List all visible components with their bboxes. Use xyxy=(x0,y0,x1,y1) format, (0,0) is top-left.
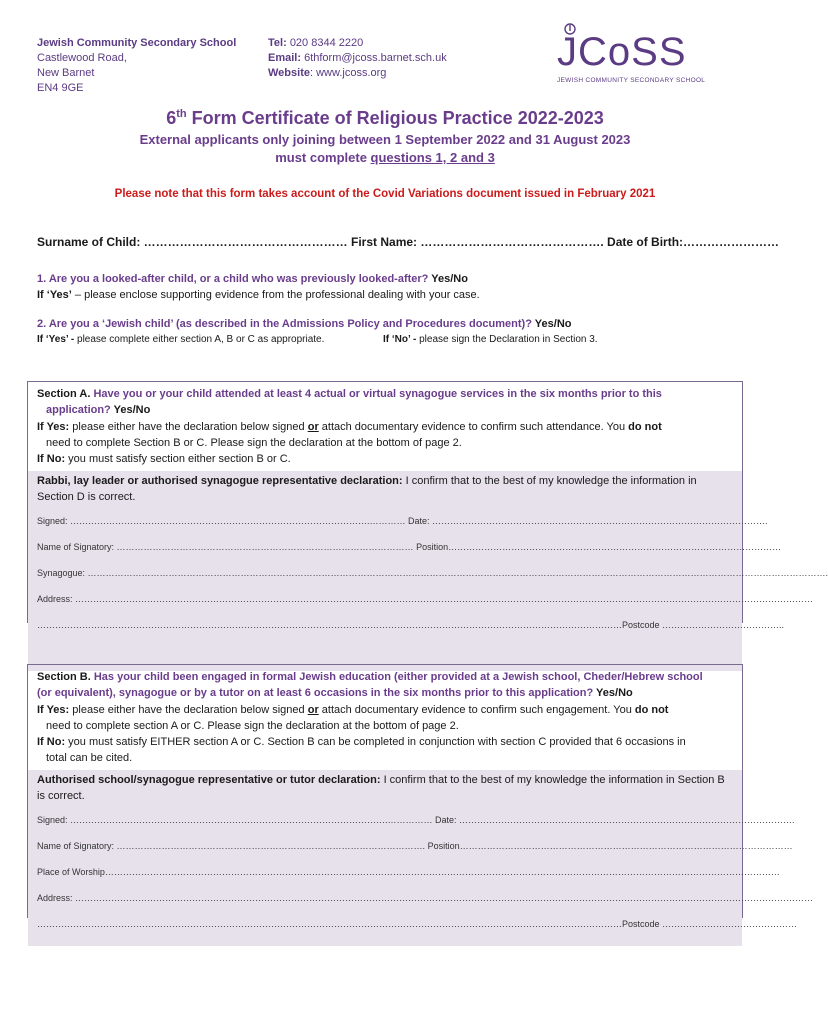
section-b-date-field[interactable]: Date: …………………………………………………………………………………………………. xyxy=(435,815,795,825)
logo-wordmark: JCoSS xyxy=(557,30,687,74)
question-2 xyxy=(37,318,571,330)
section-a-label: Section A. xyxy=(37,388,91,400)
school-name: Jewish Community Secondary School xyxy=(37,37,237,49)
surname-field[interactable]: Surname of Child: …………………………………………… xyxy=(37,235,348,249)
subtitle-line-1: External applicants only joining between 1 September 2022 and 31 August 2023 xyxy=(139,132,631,147)
section-b-yes-instruction: need to complete section A or C. Please sign the declaration at the bottom of page 2. xyxy=(46,720,459,732)
school-contact-block xyxy=(268,36,447,81)
section-b-address-line-2[interactable]: …………………………………………………………………………………………………………………………………………………………………………… xyxy=(37,919,622,929)
section-b-signatory-field[interactable]: Name of Signatory: …………………………………………………………………………………………. xyxy=(37,841,426,851)
tel-value: 020 8344 2220 xyxy=(289,37,364,49)
address-line-1: Castlewood Road, xyxy=(37,52,127,64)
question-2-yes-no[interactable]: Yes/No xyxy=(531,318,572,330)
section-b-place-field[interactable]: Place of Worship……………………………………………………………………………………………………………………………………………………………………………………………………… xyxy=(37,867,780,877)
section-a-signatory-field[interactable]: Name of Signatory: ……………………………………………………………………………………… xyxy=(37,542,414,552)
question-2-no-detail: If ‘No’ - please sign the Declaration in Section 3. xyxy=(383,334,598,345)
question-1 xyxy=(37,273,468,285)
section-a-declaration: Rabbi, lay leader or authorised synagogue representative declaration: I confirm that to the best of my knowledge the information in Section D is correct. Signed: ……………………………………………………………………………………….………… Date: …………………………………………………………………………………………………. Name of Signatory: ……………………………………………………………………………………… Position………………………………………………………………………………………………… Synagogue: …………………………………………………………………………………………………………………………………………………………………………………………………………………………. Address: ………………………………………………………………………………………………………………………………………………………………………………………………………………………… ……………………………………………………………………………………………………………………………………………………………………………Postcode ………………………………….. xyxy=(28,471,742,671)
website-link[interactable]: : www.jcoss.org xyxy=(309,67,387,79)
question-1-yes-no[interactable]: Yes/No xyxy=(428,273,468,285)
section-a-yes-no[interactable]: Yes/No xyxy=(110,404,151,416)
dob-field[interactable]: Date of Birth:…………………… xyxy=(607,235,780,249)
section-b-label: Section B. xyxy=(37,671,91,683)
website-label: Website xyxy=(268,67,310,79)
section-a-signed-field[interactable]: Signed: ……………………………………………………………………………………….………… xyxy=(37,516,406,526)
address-line-2: New Barnet xyxy=(37,67,95,79)
covid-note: Please note that this form takes account of the Covid Variations document issued in February 2021 xyxy=(114,188,656,200)
section-b-yes-no[interactable]: Yes/No xyxy=(593,687,633,699)
section-b-signed-field[interactable]: Signed: …………………………………………………………………………………………….…………… xyxy=(37,815,433,825)
section-b-declaration: Authorised school/synagogue representative or tutor declaration: I confirm that to the best of my knowledge the information in Section B is correct. Signed: …………………………………………………………………………………………….…………… Date: …………………………………………………………………………………………………. Name of Signatory: …………………………………………………………………………………………. Position………………………………………………………………………………………………… Place of Worship……………………………………………………………………………………………………………………………………………………………………………………………………… Address: ………………………………………………………………………………………………………………………………………………………………………………………………………………………… ……………………………………………………………………………………………………………………………………………………………………………Postcode ……………………………………… xyxy=(28,770,742,946)
child-names-row xyxy=(37,235,780,249)
section-a-address-line-2[interactable]: …………………………………………………………………………………………………………………………………………………………………………… xyxy=(37,620,622,630)
logo-subtitle: JEWISH COMMUNITY SECONDARY SCHOOL xyxy=(557,77,706,84)
section-b-address-field[interactable]: Address: ………………………………………………………………………………………………………………………………………………………………………………………………………………………… xyxy=(37,893,814,903)
section-a-yes-instruction: need to complete Section B or C. Please sign the declaration at the bottom of page 2. xyxy=(46,437,462,449)
section-b-no-instruction: you must satisfy EITHER section A or C. Section B can be completed in conjunction with section C provided that 6 occasions in xyxy=(65,736,686,748)
section-a-no-instruction: you must satisfy section either section B or C. xyxy=(65,453,291,465)
email-label: Email: xyxy=(268,52,302,64)
section-a-address-field[interactable]: Address: ………………………………………………………………………………………………………………………………………………………………………………………………………………………… xyxy=(37,594,814,604)
section-a-synagogue-field[interactable]: Synagogue: …………………………………………………………………………………………………………………………………………………………………………………………………………………………. xyxy=(37,568,828,578)
questions-link: questions 1, 2 and 3 xyxy=(370,150,495,165)
question-2-yes-detail: If ‘Yes’ - please complete either section A, B or C as appropriate. xyxy=(37,334,325,345)
section-a-question: Have you or your child attended at least 4 actual or virtual synagogue services in the six months prior to this xyxy=(90,388,662,400)
school-address-block xyxy=(37,36,236,96)
section-b-postcode-field[interactable]: Postcode ……………………………………… xyxy=(622,919,798,929)
question-2-text: 2. Are you a ‘Jewish child’ (as described in the Admissions Policy and Procedures document)? xyxy=(37,318,532,330)
section-a-date-field[interactable]: Date: …………………………………………………………………………………………………. xyxy=(408,516,768,526)
section-a: Section A. Have you or your child attended at least 4 actual or virtual synagogue services in the six months prior to this application? Yes/No If Yes: please either have the declaration below signed or attach documentary evidence to confirm such attendance. You do not need to complete Section B or C. Please sign the declaration at the bottom of page 2. If No: you must satisfy section either section B or C. Rabbi, lay leader or authorised synagogue representative declaration: I confirm that to the best of my knowledge the information in Section D is correct. Signed: ……………………………………………………………………………………….………… Date: …………………………………………………………………………………………………. Name of Signatory: ……………………………………………………………………………………… Position………………………………………………………………………………………………… Synagogue: …………………………………………………………………………………………………………………………………………………………………………………………………………………………. Address: ………………………………………………………………………………………………………………………………………………………………………………………………………………………… ……………………………………………………………………………………………………………………………………………………………………………Postcode ………………………………….. xyxy=(27,381,743,623)
address-postcode: EN4 9GE xyxy=(37,82,84,94)
section-a-position-field[interactable]: Position………………………………………………………………………………………………… xyxy=(416,542,782,552)
section-a-postcode-field[interactable]: Postcode ………………………………….. xyxy=(622,620,785,630)
page-title: 6th Form Certificate of Religious Practice 2022-2023 xyxy=(166,108,604,128)
tel-label: Tel: xyxy=(268,37,287,49)
first-name-field[interactable]: First Name: ………………………………………. xyxy=(351,235,604,249)
email-link[interactable]: 6thform@jcoss.barnet.sch.uk xyxy=(304,52,447,64)
question-1-detail: If ‘Yes’ – please enclose supporting evidence from the professional dealing with your case. xyxy=(37,289,480,301)
section-b: Section B. Has your child been engaged in formal Jewish education (either provided at a Jewish school, Cheder/Hebrew school (or equivalent), synagogue or by a tutor on at least 6 occasions in the six months prior to this application? Yes/No If Yes: please either have the declaration below signed or attach documentary evidence to confirm such engagement. You do not need to complete section A or C. Please sign the declaration at the bottom of page 2. If No: you must satisfy EITHER section A or C. Section B can be completed in conjunction with section C provided that 6 occasions in total can be cited. Authorised school/synagogue representative or tutor declaration: I confirm that to the best of my knowledge the information in Section B is correct. Signed: …………………………………………………………………………………………….…………… Date: …………………………………………………………………………………………………. Name of Signatory: …………………………………………………………………………………………. Position………………………………………………………………………………………………… Place of Worship……………………………………………………………………………………………………………………………………………………………………………………………………… Address: ………………………………………………………………………………………………………………………………………………………………………………………………………………………… ……………………………………………………………………………………………………………………………………………………………………………Postcode ……………………………………… xyxy=(27,664,743,918)
subtitle-line-2: must complete questions 1, 2 and 3 xyxy=(275,150,495,165)
section-b-question: Has your child been engaged in formal Jewish education (either provided at a Jewish school, Cheder/Hebrew school xyxy=(90,671,703,683)
question-1-text: 1. Are you a looked-after child, or a child who was previously looked-after? xyxy=(37,273,429,285)
section-b-position-field[interactable]: Position………………………………………………………………………………………………… xyxy=(427,841,793,851)
